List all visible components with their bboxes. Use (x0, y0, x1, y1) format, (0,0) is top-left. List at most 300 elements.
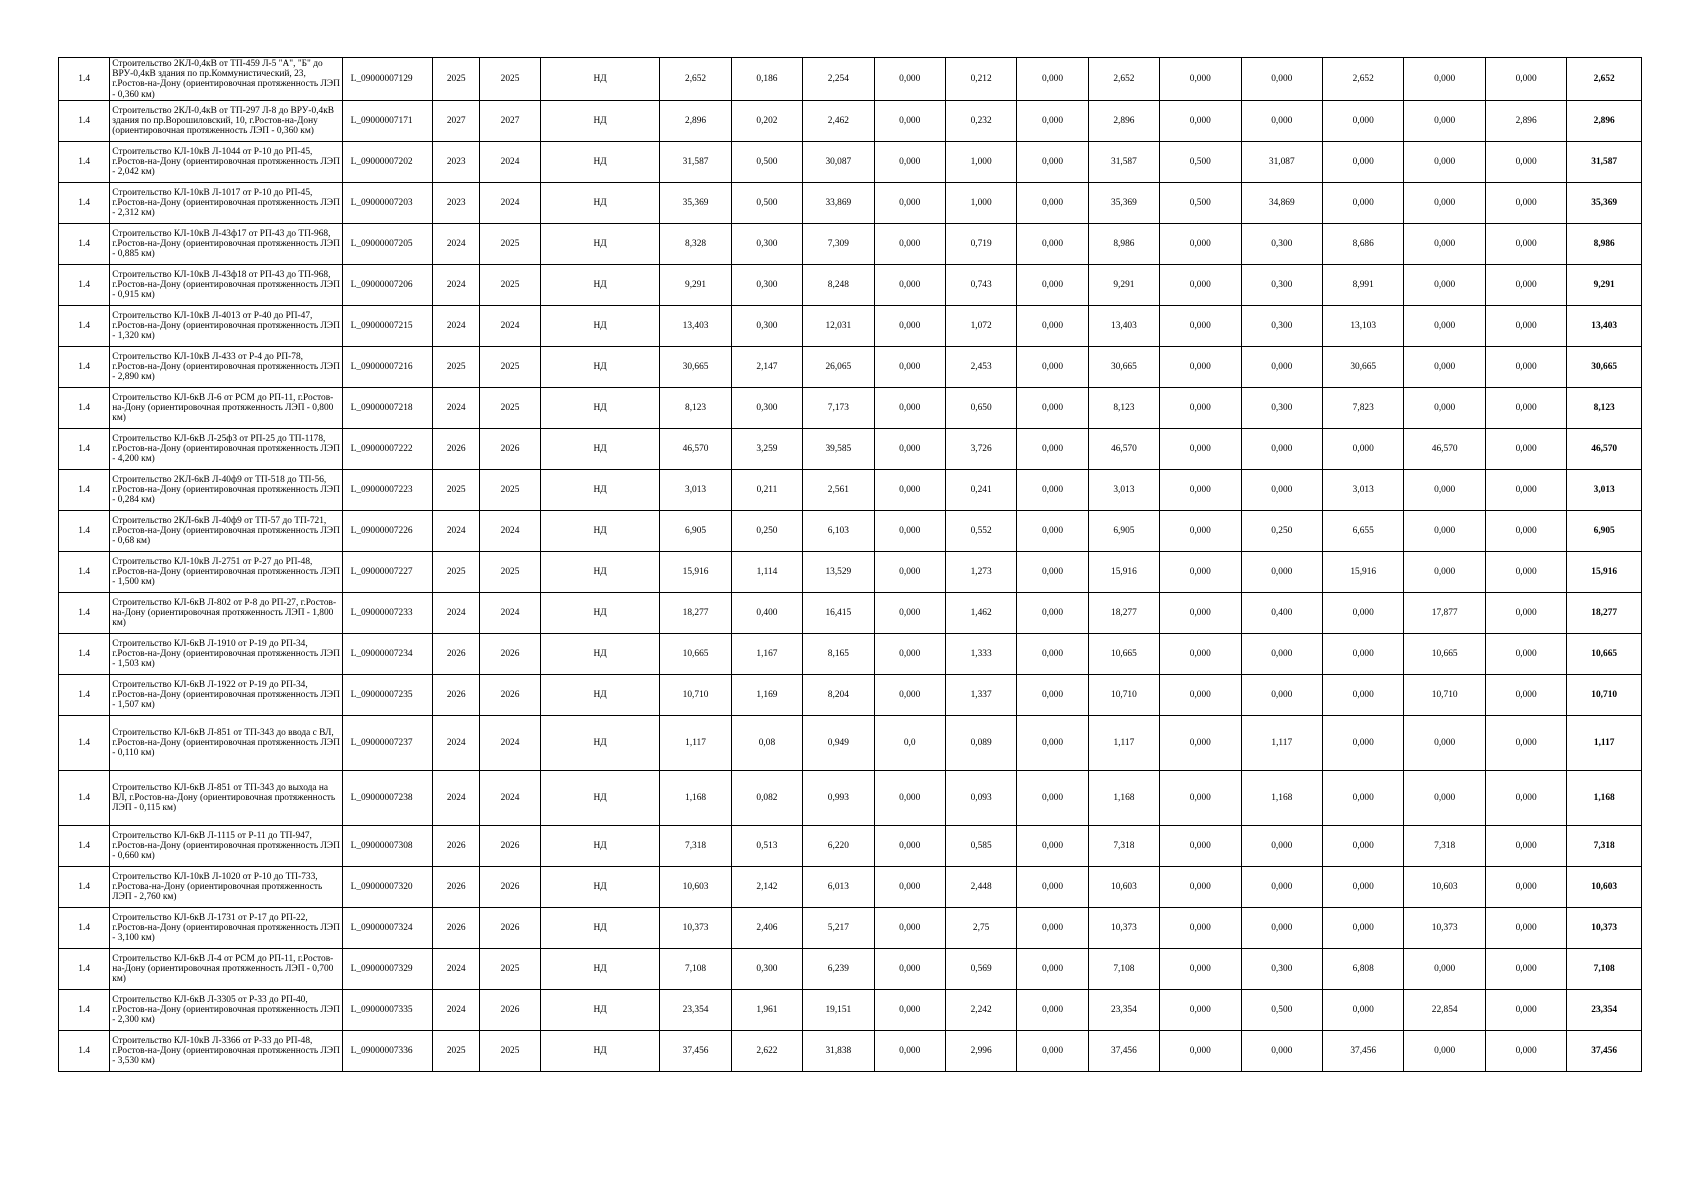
year-2026-cell: 46,570 (1404, 428, 1485, 469)
total-cost-cell: 7,108 (660, 948, 731, 989)
year-2027-cell: 0,000 (1485, 264, 1566, 305)
equipment-cost-cell: 0,000 (874, 346, 945, 387)
end-year-cell: 2024 (480, 182, 540, 223)
construction-cost-cell: 6,103 (803, 510, 874, 551)
year-2026-cell: 0,000 (1404, 948, 1485, 989)
equipment-cost-cell: 0,000 (874, 592, 945, 633)
start-year-cell: 2025 (433, 1030, 480, 1071)
year-2026-cell: 0,000 (1404, 264, 1485, 305)
design-cost-cell: 0,211 (731, 469, 802, 510)
status-cell: НД (540, 264, 660, 305)
reserve-cell: 0,000 (1017, 866, 1088, 907)
year-2027-cell: 0,000 (1485, 428, 1566, 469)
design-cost-cell: 2,142 (731, 866, 802, 907)
start-year-cell: 2027 (433, 100, 480, 141)
year-2026-cell: 10,373 (1404, 907, 1485, 948)
start-year-cell: 2024 (433, 387, 480, 428)
year-2023-cell: 0,000 (1160, 592, 1241, 633)
other-cost-cell: 0,552 (945, 510, 1016, 551)
year-2023-cell: 0,000 (1160, 346, 1241, 387)
start-year-cell: 2025 (433, 469, 480, 510)
project-code-cell: L_09000007336 (342, 1030, 433, 1071)
construction-cost-cell: 7,309 (803, 223, 874, 264)
start-year-cell: 2024 (433, 989, 480, 1030)
year-2025-cell: 3,013 (1323, 469, 1404, 510)
equipment-cost-cell: 0,000 (874, 264, 945, 305)
project-name-cell: Строительство КЛ-10кВ Л-3366 от Р-33 до РП-48, г.Ростов-на-Дону (ориентировочная протяженность ЛЭП - 3,530 км) (110, 1030, 342, 1071)
year-2027-cell: 0,000 (1485, 770, 1566, 825)
design-cost-cell: 1,961 (731, 989, 802, 1030)
year-2023-cell: 0,000 (1160, 264, 1241, 305)
section-number-cell: 1.4 (59, 510, 110, 551)
total-cost-cell: 8,123 (660, 387, 731, 428)
grand-total-cell: 9,291 (1567, 264, 1642, 305)
table-row (59, 1030, 1642, 1071)
grand-total-cell: 23,354 (1567, 989, 1642, 1030)
equipment-cost-cell: 0,000 (874, 633, 945, 674)
year-2027-cell: 0,000 (1485, 305, 1566, 346)
grand-total-cell: 3,013 (1567, 469, 1642, 510)
section-number-cell: 1.4 (59, 989, 110, 1030)
construction-cost-cell: 8,204 (803, 674, 874, 715)
financing-total-cell: 7,108 (1088, 948, 1159, 989)
table-body (59, 58, 1642, 1072)
equipment-cost-cell: 0,000 (874, 674, 945, 715)
project-code-cell: L_09000007233 (342, 592, 433, 633)
total-cost-cell: 46,570 (660, 428, 731, 469)
table-row (59, 100, 1642, 141)
design-cost-cell: 0,500 (731, 141, 802, 182)
end-year-cell: 2025 (480, 551, 540, 592)
construction-cost-cell: 0,949 (803, 715, 874, 770)
end-year-cell: 2026 (480, 633, 540, 674)
grand-total-cell: 8,123 (1567, 387, 1642, 428)
grand-total-cell: 13,403 (1567, 305, 1642, 346)
year-2027-cell: 0,000 (1485, 58, 1566, 101)
equipment-cost-cell: 0,000 (874, 428, 945, 469)
status-cell: НД (540, 1030, 660, 1071)
end-year-cell: 2025 (480, 58, 540, 101)
financing-total-cell: 37,456 (1088, 1030, 1159, 1071)
status-cell: НД (540, 633, 660, 674)
year-2025-cell: 0,000 (1323, 633, 1404, 674)
financing-total-cell: 10,665 (1088, 633, 1159, 674)
design-cost-cell: 0,513 (731, 825, 802, 866)
total-cost-cell: 8,328 (660, 223, 731, 264)
year-2024-cell: 0,000 (1241, 633, 1322, 674)
total-cost-cell: 1,168 (660, 770, 731, 825)
grand-total-cell: 1,168 (1567, 770, 1642, 825)
table-row (59, 825, 1642, 866)
financing-total-cell: 30,665 (1088, 346, 1159, 387)
total-cost-cell: 3,013 (660, 469, 731, 510)
grand-total-cell: 31,587 (1567, 141, 1642, 182)
year-2023-cell: 0,000 (1160, 948, 1241, 989)
end-year-cell: 2025 (480, 264, 540, 305)
year-2024-cell: 0,500 (1241, 989, 1322, 1030)
table-row (59, 387, 1642, 428)
financing-total-cell: 9,291 (1088, 264, 1159, 305)
year-2023-cell: 0,000 (1160, 58, 1241, 101)
status-cell: НД (540, 141, 660, 182)
end-year-cell: 2026 (480, 674, 540, 715)
design-cost-cell: 0,500 (731, 182, 802, 223)
section-number-cell: 1.4 (59, 58, 110, 101)
year-2025-cell: 0,000 (1323, 866, 1404, 907)
year-2025-cell: 37,456 (1323, 1030, 1404, 1071)
table-row (59, 305, 1642, 346)
end-year-cell: 2026 (480, 428, 540, 469)
design-cost-cell: 1,167 (731, 633, 802, 674)
investment-program-table (58, 57, 1642, 1072)
year-2026-cell: 0,000 (1404, 469, 1485, 510)
table-row (59, 510, 1642, 551)
status-cell: НД (540, 469, 660, 510)
end-year-cell: 2027 (480, 100, 540, 141)
section-number-cell: 1.4 (59, 100, 110, 141)
grand-total-cell: 2,652 (1567, 58, 1642, 101)
total-cost-cell: 31,587 (660, 141, 731, 182)
table-row (59, 141, 1642, 182)
design-cost-cell: 0,300 (731, 387, 802, 428)
year-2024-cell: 31,087 (1241, 141, 1322, 182)
year-2025-cell: 0,000 (1323, 715, 1404, 770)
start-year-cell: 2025 (433, 551, 480, 592)
total-cost-cell: 13,403 (660, 305, 731, 346)
reserve-cell: 0,000 (1017, 989, 1088, 1030)
financing-total-cell: 1,168 (1088, 770, 1159, 825)
year-2026-cell: 0,000 (1404, 770, 1485, 825)
section-number-cell: 1.4 (59, 469, 110, 510)
end-year-cell: 2025 (480, 346, 540, 387)
year-2027-cell: 0,000 (1485, 715, 1566, 770)
financing-total-cell: 2,896 (1088, 100, 1159, 141)
reserve-cell: 0,000 (1017, 346, 1088, 387)
reserve-cell: 0,000 (1017, 674, 1088, 715)
year-2027-cell: 0,000 (1485, 469, 1566, 510)
start-year-cell: 2024 (433, 264, 480, 305)
end-year-cell: 2025 (480, 1030, 540, 1071)
year-2026-cell: 10,665 (1404, 633, 1485, 674)
other-cost-cell: 0,650 (945, 387, 1016, 428)
other-cost-cell: 0,743 (945, 264, 1016, 305)
section-number-cell: 1.4 (59, 387, 110, 428)
equipment-cost-cell: 0,000 (874, 551, 945, 592)
other-cost-cell: 1,072 (945, 305, 1016, 346)
year-2023-cell: 0,000 (1160, 551, 1241, 592)
year-2027-cell: 0,000 (1485, 674, 1566, 715)
project-code-cell: L_09000007235 (342, 674, 433, 715)
start-year-cell: 2024 (433, 948, 480, 989)
construction-cost-cell: 6,013 (803, 866, 874, 907)
table-row (59, 674, 1642, 715)
financing-total-cell: 31,587 (1088, 141, 1159, 182)
year-2023-cell: 0,000 (1160, 305, 1241, 346)
design-cost-cell: 0,400 (731, 592, 802, 633)
year-2024-cell: 34,869 (1241, 182, 1322, 223)
other-cost-cell: 0,093 (945, 770, 1016, 825)
start-year-cell: 2023 (433, 141, 480, 182)
financing-total-cell: 18,277 (1088, 592, 1159, 633)
design-cost-cell: 0,08 (731, 715, 802, 770)
project-code-cell: L_09000007335 (342, 989, 433, 1030)
reserve-cell: 0,000 (1017, 428, 1088, 469)
construction-cost-cell: 33,869 (803, 182, 874, 223)
total-cost-cell: 37,456 (660, 1030, 731, 1071)
financing-total-cell: 8,986 (1088, 223, 1159, 264)
table-row (59, 264, 1642, 305)
grand-total-cell: 6,905 (1567, 510, 1642, 551)
end-year-cell: 2025 (480, 948, 540, 989)
start-year-cell: 2024 (433, 592, 480, 633)
year-2024-cell: 0,000 (1241, 907, 1322, 948)
year-2026-cell: 0,000 (1404, 141, 1485, 182)
section-number-cell: 1.4 (59, 866, 110, 907)
equipment-cost-cell: 0,000 (874, 866, 945, 907)
end-year-cell: 2024 (480, 715, 540, 770)
project-code-cell: L_09000007129 (342, 58, 433, 101)
section-number-cell: 1.4 (59, 305, 110, 346)
year-2026-cell: 0,000 (1404, 1030, 1485, 1071)
project-code-cell: L_09000007320 (342, 866, 433, 907)
construction-cost-cell: 2,462 (803, 100, 874, 141)
year-2026-cell: 0,000 (1404, 182, 1485, 223)
equipment-cost-cell: 0,000 (874, 100, 945, 141)
equipment-cost-cell: 0,000 (874, 182, 945, 223)
start-year-cell: 2024 (433, 715, 480, 770)
reserve-cell: 0,000 (1017, 469, 1088, 510)
reserve-cell: 0,000 (1017, 223, 1088, 264)
year-2024-cell: 1,117 (1241, 715, 1322, 770)
reserve-cell: 0,000 (1017, 907, 1088, 948)
project-name-cell: Строительство КЛ-10кВ Л-1020 от Р-10 до ТП-733, г.Ростова-на-Дону (ориентировочная протяженность ЛЭП - 2,760 км) (110, 866, 342, 907)
year-2025-cell: 30,665 (1323, 346, 1404, 387)
year-2023-cell: 0,000 (1160, 633, 1241, 674)
equipment-cost-cell: 0,000 (874, 907, 945, 948)
year-2025-cell: 0,000 (1323, 592, 1404, 633)
financing-total-cell: 8,123 (1088, 387, 1159, 428)
status-cell: НД (540, 100, 660, 141)
construction-cost-cell: 30,087 (803, 141, 874, 182)
year-2025-cell: 0,000 (1323, 428, 1404, 469)
project-name-cell: Строительство КЛ-6кВ Л-3305 от Р-33 до РП-40, г.Ростов-на-Дону (ориентировочная протяженность ЛЭП - 2,300 км) (110, 989, 342, 1030)
financing-total-cell: 2,652 (1088, 58, 1159, 101)
other-cost-cell: 0,569 (945, 948, 1016, 989)
year-2025-cell: 0,000 (1323, 907, 1404, 948)
start-year-cell: 2026 (433, 633, 480, 674)
total-cost-cell: 10,665 (660, 633, 731, 674)
section-number-cell: 1.4 (59, 1030, 110, 1071)
total-cost-cell: 10,603 (660, 866, 731, 907)
year-2027-cell: 0,000 (1485, 592, 1566, 633)
year-2024-cell: 1,168 (1241, 770, 1322, 825)
end-year-cell: 2024 (480, 510, 540, 551)
other-cost-cell: 1,000 (945, 141, 1016, 182)
year-2026-cell: 10,710 (1404, 674, 1485, 715)
project-code-cell: L_09000007218 (342, 387, 433, 428)
year-2024-cell: 0,000 (1241, 825, 1322, 866)
construction-cost-cell: 13,529 (803, 551, 874, 592)
year-2025-cell: 0,000 (1323, 770, 1404, 825)
start-year-cell: 2025 (433, 346, 480, 387)
reserve-cell: 0,000 (1017, 182, 1088, 223)
grand-total-cell: 2,896 (1567, 100, 1642, 141)
construction-cost-cell: 2,561 (803, 469, 874, 510)
reserve-cell: 0,000 (1017, 715, 1088, 770)
year-2026-cell: 17,877 (1404, 592, 1485, 633)
year-2026-cell: 22,854 (1404, 989, 1485, 1030)
equipment-cost-cell: 0,000 (874, 387, 945, 428)
table-row (59, 346, 1642, 387)
other-cost-cell: 0,212 (945, 58, 1016, 101)
year-2025-cell: 0,000 (1323, 182, 1404, 223)
design-cost-cell: 0,202 (731, 100, 802, 141)
year-2024-cell: 0,000 (1241, 428, 1322, 469)
year-2023-cell: 0,500 (1160, 182, 1241, 223)
year-2024-cell: 0,000 (1241, 551, 1322, 592)
table-row (59, 907, 1642, 948)
total-cost-cell: 18,277 (660, 592, 731, 633)
year-2025-cell: 15,916 (1323, 551, 1404, 592)
section-number-cell: 1.4 (59, 715, 110, 770)
reserve-cell: 0,000 (1017, 100, 1088, 141)
year-2024-cell: 0,300 (1241, 948, 1322, 989)
project-name-cell: Строительство КЛ-6кВ Л-1115 от Р-11 до ТП-947, г.Ростов-на-Дону (ориентировочная протяженность ЛЭП - 0,660 км) (110, 825, 342, 866)
financing-total-cell: 35,369 (1088, 182, 1159, 223)
year-2025-cell: 6,655 (1323, 510, 1404, 551)
table-row (59, 770, 1642, 825)
year-2027-cell: 0,000 (1485, 551, 1566, 592)
year-2024-cell: 0,000 (1241, 674, 1322, 715)
financing-total-cell: 10,373 (1088, 907, 1159, 948)
project-code-cell: L_09000007329 (342, 948, 433, 989)
year-2027-cell: 0,000 (1485, 182, 1566, 223)
status-cell: НД (540, 592, 660, 633)
other-cost-cell: 2,996 (945, 1030, 1016, 1071)
year-2024-cell: 0,300 (1241, 387, 1322, 428)
year-2023-cell: 0,000 (1160, 469, 1241, 510)
status-cell: НД (540, 948, 660, 989)
project-name-cell: Строительство КЛ-10кВ Л-43ф17 от РП-43 до ТП-968, г.Ростов-на-Дону (ориентировочная протяженность ЛЭП - 0,885 км) (110, 223, 342, 264)
grand-total-cell: 30,665 (1567, 346, 1642, 387)
year-2025-cell: 0,000 (1323, 100, 1404, 141)
year-2023-cell: 0,000 (1160, 770, 1241, 825)
total-cost-cell: 23,354 (660, 989, 731, 1030)
financing-total-cell: 10,710 (1088, 674, 1159, 715)
financing-total-cell: 46,570 (1088, 428, 1159, 469)
table-row (59, 428, 1642, 469)
table-row (59, 715, 1642, 770)
end-year-cell: 2024 (480, 770, 540, 825)
year-2024-cell: 0,000 (1241, 469, 1322, 510)
year-2027-cell: 0,000 (1485, 346, 1566, 387)
status-cell: НД (540, 907, 660, 948)
section-number-cell: 1.4 (59, 633, 110, 674)
grand-total-cell: 15,916 (1567, 551, 1642, 592)
financing-total-cell: 7,318 (1088, 825, 1159, 866)
other-cost-cell: 0,089 (945, 715, 1016, 770)
table-row (59, 948, 1642, 989)
equipment-cost-cell: 0,000 (874, 510, 945, 551)
total-cost-cell: 9,291 (660, 264, 731, 305)
year-2026-cell: 0,000 (1404, 551, 1485, 592)
construction-cost-cell: 0,993 (803, 770, 874, 825)
construction-cost-cell: 8,248 (803, 264, 874, 305)
reserve-cell: 0,000 (1017, 58, 1088, 101)
start-year-cell: 2023 (433, 182, 480, 223)
other-cost-cell: 2,448 (945, 866, 1016, 907)
year-2026-cell: 0,000 (1404, 715, 1485, 770)
construction-cost-cell: 26,065 (803, 346, 874, 387)
grand-total-cell: 10,373 (1567, 907, 1642, 948)
total-cost-cell: 2,896 (660, 100, 731, 141)
construction-cost-cell: 39,585 (803, 428, 874, 469)
reserve-cell: 0,000 (1017, 551, 1088, 592)
year-2025-cell: 0,000 (1323, 825, 1404, 866)
status-cell: НД (540, 510, 660, 551)
year-2025-cell: 0,000 (1323, 989, 1404, 1030)
status-cell: НД (540, 866, 660, 907)
financing-total-cell: 13,403 (1088, 305, 1159, 346)
project-name-cell: Строительство КЛ-6кВ Л-851 от ТП-343 до выхода на ВЛ, г.Ростов-на-Дону (ориентировочная протяженность ЛЭП - 0,115 км) (110, 770, 342, 825)
equipment-cost-cell: 0,000 (874, 948, 945, 989)
construction-cost-cell: 16,415 (803, 592, 874, 633)
project-name-cell: Строительство 2КЛ-6кВ Л-40ф9 от ТП-518 до ТП-56, г.Ростов-на-Дону (ориентировочная протяженность ЛЭП - 0,284 км) (110, 469, 342, 510)
project-code-cell: L_09000007234 (342, 633, 433, 674)
year-2023-cell: 0,000 (1160, 387, 1241, 428)
end-year-cell: 2024 (480, 592, 540, 633)
year-2026-cell: 0,000 (1404, 223, 1485, 264)
year-2023-cell: 0,000 (1160, 100, 1241, 141)
project-name-cell: Строительство КЛ-10кВ Л-43ф18 от РП-43 до ТП-968, г.Ростов-на-Дону (ориентировочная протяженность ЛЭП - 0,915 км) (110, 264, 342, 305)
reserve-cell: 0,000 (1017, 305, 1088, 346)
other-cost-cell: 0,719 (945, 223, 1016, 264)
project-code-cell: L_09000007238 (342, 770, 433, 825)
total-cost-cell: 10,710 (660, 674, 731, 715)
construction-cost-cell: 6,239 (803, 948, 874, 989)
other-cost-cell: 0,585 (945, 825, 1016, 866)
status-cell: НД (540, 223, 660, 264)
year-2023-cell: 0,000 (1160, 715, 1241, 770)
reserve-cell: 0,000 (1017, 510, 1088, 551)
other-cost-cell: 1,333 (945, 633, 1016, 674)
year-2026-cell: 0,000 (1404, 58, 1485, 101)
equipment-cost-cell: 0,000 (874, 989, 945, 1030)
year-2024-cell: 0,000 (1241, 100, 1322, 141)
year-2025-cell: 8,991 (1323, 264, 1404, 305)
year-2023-cell: 0,000 (1160, 1030, 1241, 1071)
equipment-cost-cell: 0,000 (874, 469, 945, 510)
year-2023-cell: 0,000 (1160, 223, 1241, 264)
section-number-cell: 1.4 (59, 264, 110, 305)
project-code-cell: L_09000007205 (342, 223, 433, 264)
start-year-cell: 2024 (433, 223, 480, 264)
reserve-cell: 0,000 (1017, 770, 1088, 825)
year-2025-cell: 0,000 (1323, 141, 1404, 182)
other-cost-cell: 3,726 (945, 428, 1016, 469)
status-cell: НД (540, 182, 660, 223)
section-number-cell: 1.4 (59, 182, 110, 223)
year-2024-cell: 0,300 (1241, 223, 1322, 264)
project-name-cell: Строительство КЛ-10кВ Л-4013 от Р-40 до РП-47, г.Ростов-на-Дону (ориентировочная протяженность ЛЭП - 1,320 км) (110, 305, 342, 346)
design-cost-cell: 2,622 (731, 1030, 802, 1071)
project-name-cell: Строительство КЛ-6кВ Л-25ф3 от РП-25 до ТП-1178, г.Ростов-на-Дону (ориентировочная протяженность ЛЭП - 4,200 км) (110, 428, 342, 469)
year-2027-cell: 0,000 (1485, 223, 1566, 264)
project-code-cell: L_09000007206 (342, 264, 433, 305)
year-2027-cell: 0,000 (1485, 141, 1566, 182)
other-cost-cell: 2,453 (945, 346, 1016, 387)
table-row (59, 989, 1642, 1030)
